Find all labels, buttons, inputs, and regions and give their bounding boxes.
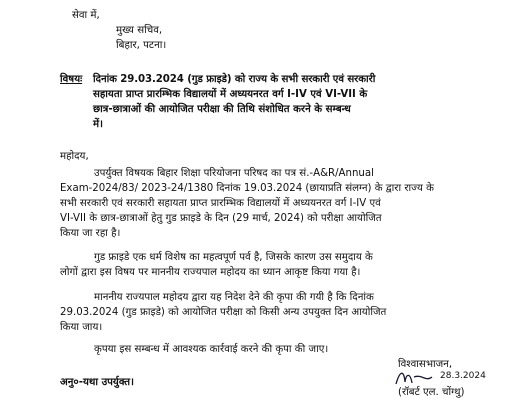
subject-label bbox=[60, 73, 82, 86]
para2-line-1: गुड फ्राइडे एक धर्म विशेष का महत्वपूर्ण पर्व है, जिसके कारण उस समुदाय के bbox=[94, 252, 373, 263]
para4: कृपया इस सम्बन्ध में आवश्यक कार्रवाई करने की कृपा की जाए। bbox=[94, 344, 329, 355]
para1-line-2: Exam-2024/83/ 2023-24/1380 दिनांक 19.03.2024 (छायाप्रति संलग्न) के द्वारा राज्य के bbox=[60, 183, 434, 194]
subject-line-2: सहायता प्राप्त प्रारम्भिक विद्यालयों में अध्ययनरत वर्ग I-IV एवं VI-VII के bbox=[93, 89, 368, 100]
subject-line-1: दिनांक 29.03.2024 (गुड फ्राइडे) को राज्य के सभी सरकारी एवं सरकारी bbox=[93, 74, 376, 85]
para1-line-3: सभी सरकारी एवं सरकारी सहायता प्राप्त प्रारम्भिक विद्यालयों में अध्ययनरत वर्ग I-IV एवं bbox=[60, 198, 381, 209]
para1-line-1: उपर्युक्त विषयक बिहार शिक्षा परियोजना परिषद का पत्र सं.-A&R/Annual bbox=[94, 168, 374, 179]
para3-line-1: माननीय राज्यपाल महोदय द्वारा यह निदेश देने की कृपा की गयी है कि दिनांक bbox=[94, 292, 374, 303]
addressee-line-2: मुख्य सचिव, bbox=[116, 25, 163, 36]
subject-line-3: छात्र-छात्राओं की आयोजित परीक्षा की तिथि संशोधित करने के सम्बन्ध bbox=[93, 104, 351, 115]
subject-label-text: विषयः bbox=[60, 74, 83, 85]
closing: विश्वासभाजन, bbox=[398, 359, 453, 370]
signatory-name: (रॉबर्ट एल. चोंग्थु) bbox=[398, 387, 465, 398]
addressee-line-3: बिहार, पटना। bbox=[116, 40, 167, 51]
signature-date: 28.3.2024 bbox=[440, 371, 486, 381]
para3-line-2: 29.03.2024 (गुड फ्राइडे) को आयोजित परीक्षा को किसी अन्य उपयुक्त दिन आयोजित bbox=[60, 307, 387, 318]
para3-line-3: किया जाय। bbox=[60, 322, 103, 333]
para1-line-5: किया जा रहा है। bbox=[60, 228, 121, 239]
enclosure-note: अनु०-यथा उपर्युक्त। bbox=[60, 377, 134, 388]
para2-line-2: लोगों द्वारा इस विषय पर माननीय राज्यपाल महोदय का ध्यान आकृष्ट किया गया है। bbox=[60, 267, 361, 278]
subject-line-4: में। bbox=[93, 119, 103, 130]
salutation: महोदय, bbox=[60, 151, 89, 162]
addressee-line-1: सेवा में, bbox=[72, 10, 100, 21]
para1-line-4: VI-VII के छात्र-छात्राओं हेतु गुड फ्राइडे के दिन (29 मार्च, 2024) को परीक्षा आयोजित bbox=[60, 213, 382, 224]
